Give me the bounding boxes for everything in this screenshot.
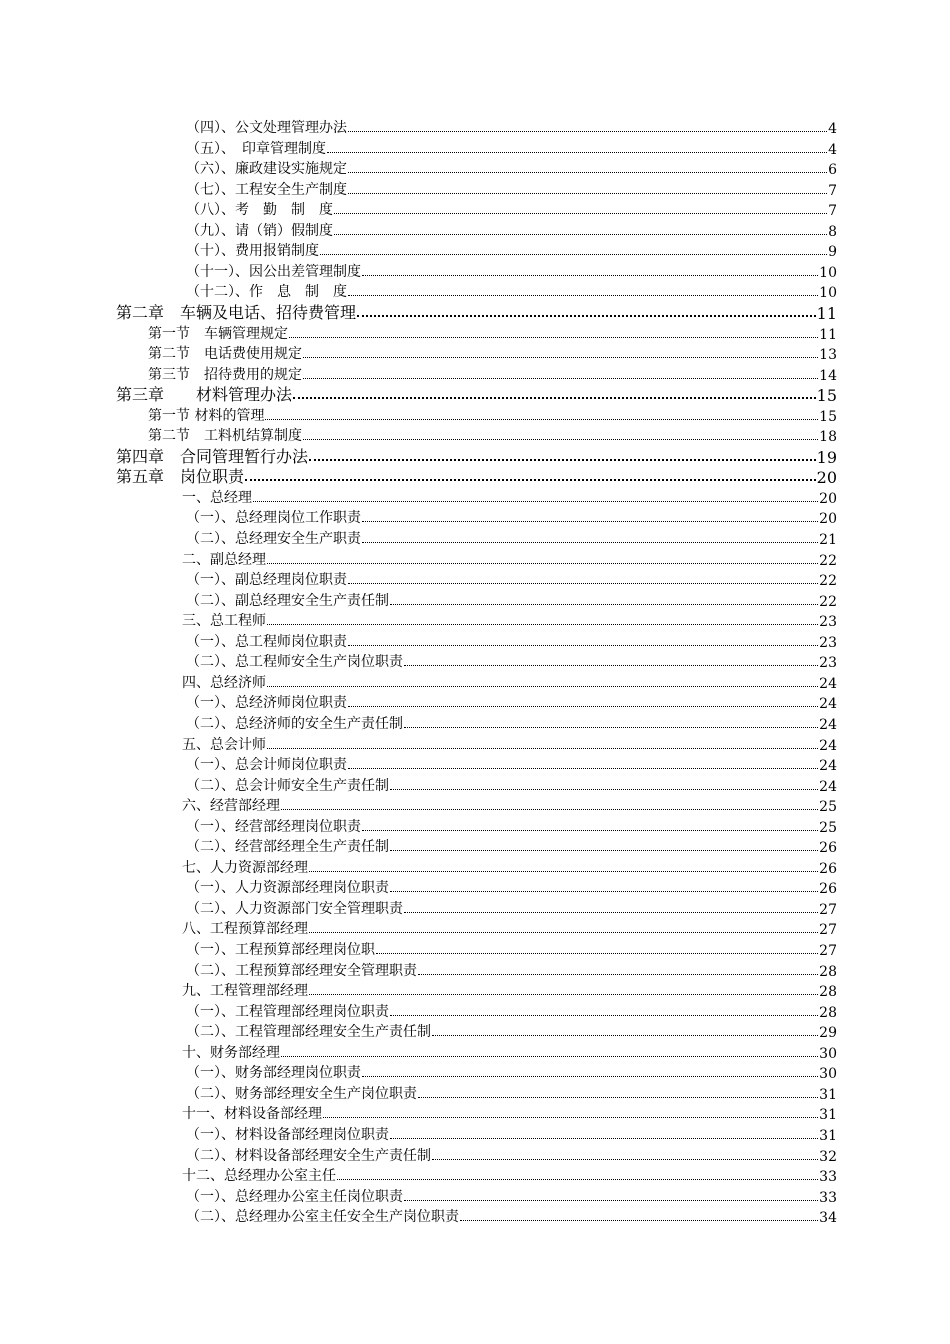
toc-entry-page-number: 25 — [819, 799, 837, 816]
toc-entry-page-number: 7 — [828, 203, 837, 220]
toc-entry-title: 十二、总经理办公室主任 — [182, 1168, 336, 1185]
toc-entry-page-number: 31 — [819, 1127, 837, 1144]
toc-entry-page-number: 10 — [819, 285, 837, 302]
toc-entry-title: （一）、总经济师岗位职责 — [186, 695, 347, 712]
toc-entry-page-number: 9 — [828, 244, 837, 261]
toc-entry-title: （一）、材料设备部经理岗位职责 — [186, 1126, 389, 1143]
dot-leader — [357, 315, 816, 317]
toc-entry-item[interactable] — [182, 1165, 837, 1185]
toc-entry-sub[interactable] — [186, 507, 837, 527]
toc-entry-page-number: 10 — [819, 264, 837, 281]
dot-leader — [334, 234, 827, 235]
toc-entry-title: （九）、请（销）假制度 — [186, 222, 333, 239]
dot-leader — [390, 1138, 818, 1139]
toc-entry-title: （一）、工程管理部经理岗位职责 — [186, 1003, 389, 1020]
dot-leader — [309, 459, 816, 461]
toc-entry-sub[interactable] — [186, 898, 837, 918]
toc-entry-page-number: 8 — [828, 223, 837, 240]
toc-entry-page-number: 24 — [819, 675, 837, 692]
dot-leader — [362, 275, 818, 276]
toc-entry-sub[interactable] — [186, 138, 837, 158]
toc-entry-title: （二）、财务部经理安全生产岗位职责 — [186, 1085, 417, 1102]
toc-entry-page-number: 20 — [819, 490, 837, 507]
toc-entry-sub[interactable] — [186, 261, 837, 281]
toc-entry-page-number: 23 — [819, 655, 837, 672]
toc-entry-section[interactable] — [148, 364, 837, 384]
toc-entry-sub[interactable] — [186, 939, 837, 959]
toc-entry-item[interactable] — [182, 1103, 837, 1123]
toc-entry-sub[interactable] — [186, 836, 837, 856]
toc-entry-page-number: 33 — [819, 1189, 837, 1206]
toc-entry-page-number: 26 — [819, 860, 837, 877]
toc-entry-title: （一）、总经理办公室主任岗位职责 — [186, 1188, 403, 1205]
toc-entry-page-number: 30 — [819, 1066, 837, 1083]
toc-entry-page-number: 6 — [828, 162, 837, 179]
toc-entry-sub[interactable] — [186, 754, 837, 774]
dot-leader — [281, 1056, 818, 1057]
dot-leader — [390, 891, 818, 892]
dot-leader — [348, 295, 818, 296]
dot-leader — [309, 871, 818, 872]
toc-entry-page-number: 22 — [819, 593, 837, 610]
toc-entry-title: （二）、经营部经理全生产责任制 — [186, 839, 389, 856]
toc-entry-page-number: 27 — [819, 922, 837, 939]
toc-entry-title: 五、总会计师 — [182, 736, 266, 753]
toc-entry-title: 八、工程预算部经理 — [182, 921, 308, 938]
toc-entry-page-number: 24 — [819, 716, 837, 733]
toc-entry-title: （十）、费用报销制度 — [186, 243, 319, 260]
toc-entry-title: （七）、工程安全生产制度 — [186, 181, 347, 198]
toc-entry-page-number: 14 — [819, 367, 837, 384]
dot-leader — [348, 131, 827, 132]
toc-entry-page-number: 21 — [819, 532, 837, 548]
toc-entry-title: 第一节 材料的管理 — [148, 407, 265, 424]
dot-leader — [267, 748, 818, 749]
toc-entry-page-number: 11 — [816, 303, 837, 323]
toc-entry-page-number: 15 — [816, 386, 837, 406]
toc-entry-sub[interactable] — [186, 960, 837, 980]
toc-entry-page-number: 18 — [819, 429, 837, 446]
toc-entry-sub[interactable] — [186, 713, 837, 733]
toc-entry-title: （二）、总经理安全生产职责 — [186, 531, 361, 547]
dot-leader — [348, 193, 827, 194]
dot-leader — [323, 1117, 818, 1118]
toc-entry-page-number: 20 — [816, 468, 837, 488]
toc-entry-page-number: 31 — [819, 1107, 837, 1124]
toc-entry-sub[interactable] — [186, 1124, 837, 1144]
toc-entry-sub[interactable] — [186, 1001, 837, 1021]
toc-entry-page-number: 7 — [828, 182, 837, 199]
toc-entry-page-number: 31 — [819, 1086, 837, 1103]
toc-entry-sub[interactable] — [186, 692, 837, 712]
dot-leader — [309, 932, 818, 933]
dot-leader — [432, 1159, 818, 1160]
toc-entry-sub[interactable] — [186, 199, 837, 219]
toc-entry-sub[interactable] — [186, 1021, 837, 1041]
toc-entry-title: 一、总经理 — [182, 489, 252, 506]
dot-leader — [289, 337, 818, 338]
dot-leader — [460, 1220, 818, 1221]
toc-entry-page-number: 34 — [819, 1210, 837, 1227]
toc-entry-page-number: 30 — [819, 1045, 837, 1062]
toc-entry-title: （一）、工程预算部经理岗位职 — [186, 942, 375, 958]
dot-leader — [303, 357, 818, 358]
dot-leader — [320, 254, 827, 255]
dot-leader — [303, 378, 818, 379]
toc-entry-page-number: 24 — [819, 778, 837, 795]
toc-entry-sub[interactable] — [186, 651, 837, 671]
toc-entry-title: 二、副总经理 — [182, 551, 266, 568]
dot-leader — [267, 624, 818, 625]
toc-entry-title: 十一、材料设备部经理 — [182, 1106, 322, 1123]
toc-entry-title: （二）、材料设备部经理安全生产责任制 — [186, 1147, 431, 1164]
toc-entry-title: （五）、 印章管理制度 — [186, 140, 326, 157]
dot-leader — [327, 152, 827, 153]
toc-entry-sub[interactable] — [186, 569, 837, 589]
dot-leader — [334, 213, 827, 214]
toc-entry-page-number: 22 — [819, 552, 837, 569]
toc-entry-item[interactable] — [182, 672, 837, 692]
toc-entry-page-number: 26 — [819, 881, 837, 898]
toc-entry-page-number: 13 — [819, 347, 837, 364]
toc-entry-chapter[interactable] — [116, 301, 837, 323]
dot-leader — [348, 172, 827, 173]
toc-entry-item[interactable] — [182, 918, 837, 938]
toc-entry-item[interactable] — [182, 980, 837, 1000]
toc-entry-section[interactable] — [148, 343, 837, 363]
toc-entry-title: （二）、工程预算部经理安全管理职责 — [186, 962, 417, 979]
toc-entry-page-number: 24 — [819, 737, 837, 754]
dot-leader — [362, 542, 818, 543]
toc-entry-title: （二）、总会计师安全生产责任制 — [186, 777, 389, 794]
toc-entry-title: （一）、人力资源部经理岗位职责 — [186, 880, 389, 897]
toc-entry-title: （二）、人力资源部门安全管理职责 — [186, 900, 403, 917]
toc-entry-section[interactable] — [148, 323, 837, 343]
toc-entry-title: 第三章 材料管理办法 — [116, 385, 293, 405]
toc-entry-sub[interactable] — [186, 528, 837, 548]
dot-leader — [253, 501, 818, 502]
dot-leader — [418, 1097, 818, 1098]
toc-entry-title: （十一）、因公出差管理制度 — [186, 263, 361, 280]
dot-leader — [390, 604, 818, 605]
dot-leader — [293, 397, 816, 399]
toc-entry-page-number: 4 — [828, 141, 837, 158]
toc-entry-page-number: 24 — [819, 696, 837, 713]
toc-entry-page-number: 20 — [819, 511, 837, 528]
dot-leader — [267, 686, 818, 687]
dot-leader — [404, 665, 818, 666]
toc-entry-page-number: 22 — [819, 573, 837, 590]
toc-entry-page-number: 23 — [819, 614, 837, 631]
toc-entry-title: 第二章 车辆及电话、招待费管理 — [116, 302, 357, 322]
toc-entry-sub[interactable] — [186, 590, 837, 610]
toc-entry-title: 第二节 电话费使用规定 — [148, 346, 302, 363]
toc-entry-title: （二）、工程管理部经理安全生产责任制 — [186, 1024, 431, 1041]
toc-entry-sub[interactable] — [186, 179, 837, 199]
toc-entry-title: 第二节 工料机结算制度 — [148, 428, 302, 445]
dot-leader — [267, 563, 818, 564]
toc-entry-item[interactable] — [182, 795, 837, 815]
toc-entry-title: （二）、总经理办公室主任安全生产岗位职责 — [186, 1209, 459, 1226]
toc-entry-page-number: 11 — [819, 326, 837, 343]
dot-leader — [348, 583, 818, 584]
toc-entry-title: 第四章 合同管理暂行办法 — [116, 446, 309, 466]
dot-leader — [404, 727, 818, 728]
toc-entry-title: 六、经营部经理 — [182, 798, 280, 815]
toc-entry-page-number: 28 — [819, 963, 837, 980]
toc-entry-sub[interactable] — [186, 775, 837, 795]
toc-entry-item[interactable] — [182, 857, 837, 877]
toc-entry-item[interactable] — [182, 734, 837, 754]
toc-entry-title: （一）、总工程师岗位职责 — [186, 633, 347, 650]
toc-entry-page-number: 25 — [819, 819, 837, 836]
toc-entry-title: 三、总工程师 — [182, 613, 266, 630]
dot-leader — [265, 419, 818, 420]
toc-entry-title: （八）、考 勤 制 度 — [186, 202, 333, 219]
dot-leader — [390, 789, 818, 790]
toc-entry-chapter[interactable] — [116, 465, 837, 487]
toc-entry-page-number: 27 — [819, 943, 837, 959]
toc-entry-page-number: 19 — [816, 447, 837, 467]
toc-entry-section[interactable] — [148, 405, 837, 425]
toc-entry-item[interactable] — [182, 487, 837, 507]
toc-entry-page-number: 28 — [819, 1004, 837, 1021]
dot-leader — [348, 768, 818, 769]
toc-entry-title: 四、总经济师 — [182, 674, 266, 691]
dot-leader — [390, 850, 818, 851]
toc-entry-page-number: 26 — [819, 840, 837, 857]
toc-entry-title: （二）、总经济师的安全生产责任制 — [186, 715, 403, 732]
toc-entry-sub[interactable] — [186, 240, 837, 260]
toc-entry-sub[interactable] — [186, 816, 837, 836]
toc-entry-page-number: 29 — [819, 1025, 837, 1042]
dot-leader — [404, 912, 818, 913]
toc-entry-sub[interactable] — [186, 1145, 837, 1165]
dot-leader — [432, 1035, 818, 1036]
dot-leader — [390, 1015, 818, 1016]
toc-entry-sub[interactable] — [186, 1083, 837, 1103]
toc-entry-sub[interactable] — [186, 281, 837, 301]
toc-entry-title: 第五章 岗位职责 — [116, 467, 245, 487]
toc-entry-title: （二）、总工程师安全生产岗位职责 — [186, 654, 403, 671]
dot-leader — [348, 706, 818, 707]
dot-leader — [245, 479, 816, 481]
toc-entry-sub[interactable] — [186, 158, 837, 178]
toc-entry-title: （一）、总会计师岗位职责 — [186, 757, 347, 774]
toc-entry-title: （一）、总经理岗位工作职责 — [186, 510, 361, 527]
toc-entry-title: 七、人力资源部经理 — [182, 859, 308, 876]
toc-entry-sub[interactable] — [186, 1062, 837, 1082]
toc-entry-page-number: 33 — [819, 1169, 837, 1186]
toc-entry-title: （一）、财务部经理岗位职责 — [186, 1065, 361, 1082]
toc-entry-title: 第三节 招待费用的规定 — [148, 366, 302, 383]
toc-entry-page-number: 15 — [819, 408, 837, 425]
dot-leader — [362, 1076, 818, 1077]
toc-entry-page-number: 28 — [819, 984, 837, 1001]
toc-entry-title: 九、工程管理部经理 — [182, 983, 308, 1000]
toc-entry-title: （一）、副总经理岗位职责 — [186, 572, 347, 589]
toc-entry-sub[interactable] — [186, 220, 837, 240]
toc-entry-title: （四）、公文处理管理办法 — [186, 120, 347, 136]
toc-entry-sub[interactable] — [186, 1206, 837, 1226]
toc-entry-sub[interactable] — [186, 117, 837, 137]
toc-entry-title: （一）、经营部经理岗位职责 — [186, 818, 361, 835]
dot-leader — [362, 830, 818, 831]
toc-entry-item[interactable] — [182, 1042, 837, 1062]
dot-leader — [376, 953, 818, 954]
dot-leader — [404, 1200, 818, 1201]
dot-leader — [348, 645, 818, 646]
dot-leader — [362, 521, 818, 522]
toc-entry-item[interactable] — [182, 549, 837, 569]
toc-entry-title: 第一节 车辆管理规定 — [148, 325, 288, 342]
dot-leader — [337, 1179, 818, 1180]
dot-leader — [303, 439, 818, 440]
dot-leader — [418, 974, 818, 975]
toc-entry-title: 十、财务部经理 — [182, 1044, 280, 1061]
dot-leader — [281, 809, 818, 810]
toc-entry-sub[interactable] — [186, 631, 837, 651]
toc-entry-item[interactable] — [182, 610, 837, 630]
toc-entry-title: （十二）、作 息 制 度 — [186, 284, 347, 301]
toc-entry-title: （二）、副总经理安全生产责任制 — [186, 592, 389, 609]
toc-entry-page-number: 32 — [819, 1148, 837, 1165]
toc-entry-sub[interactable] — [186, 1186, 837, 1206]
toc-entry-chapter[interactable] — [116, 383, 837, 405]
toc-entry-section[interactable] — [148, 425, 837, 445]
toc-entry-page-number: 27 — [819, 901, 837, 918]
toc-entry-page-number: 4 — [828, 121, 837, 137]
toc-entry-title: （六）、廉政建设实施规定 — [186, 161, 347, 178]
toc-entry-sub[interactable] — [186, 877, 837, 897]
toc-entry-page-number: 23 — [819, 634, 837, 651]
dot-leader — [309, 994, 818, 995]
toc-entry-page-number: 24 — [819, 758, 837, 775]
